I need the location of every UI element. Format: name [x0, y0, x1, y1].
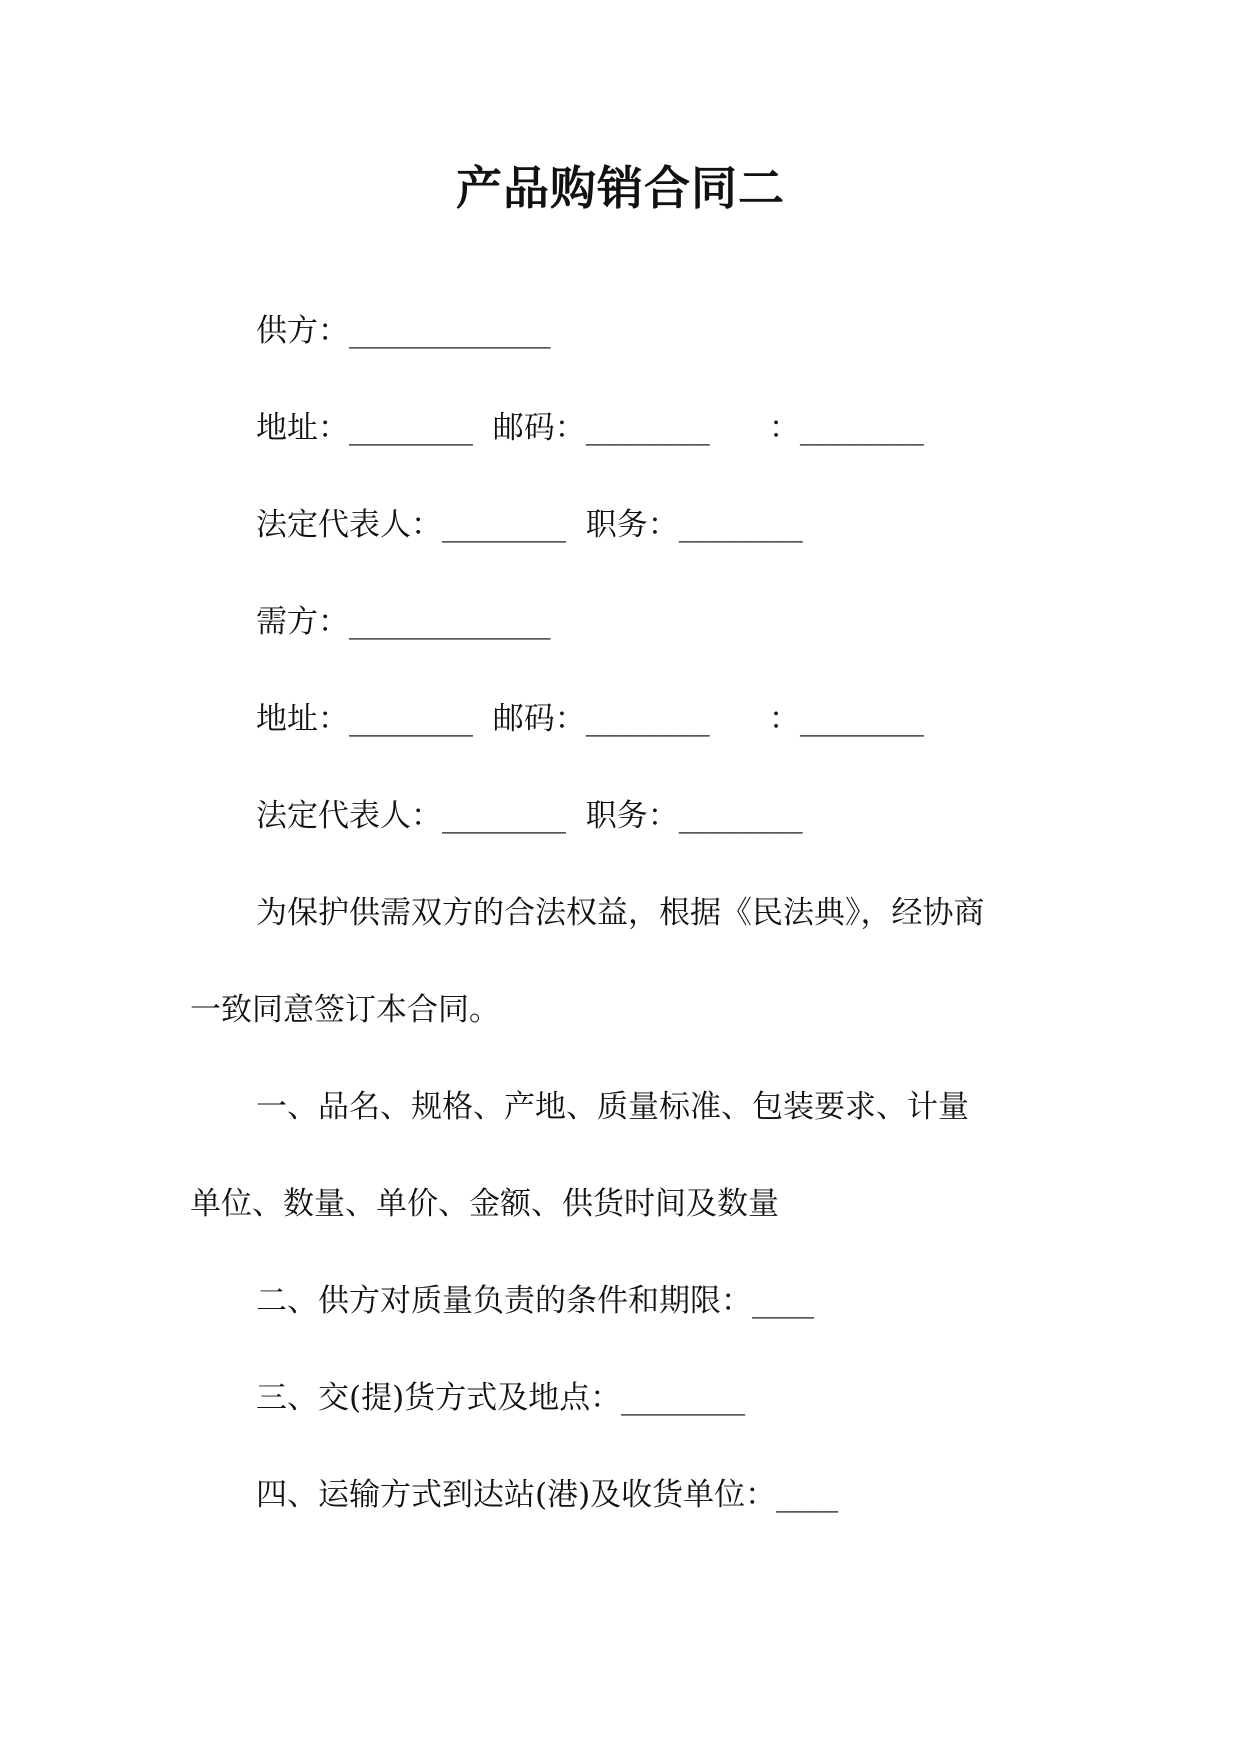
clause-3-line: 三、交(提)货方式及地点：________ — [256, 1380, 746, 1416]
document-title: 产品购销合同二 — [456, 161, 785, 215]
clause-1-line-1: 一、品名、规格、产地、质量标准、包装要求、计量 — [256, 1089, 969, 1125]
clause-4-line: 四、运输方式到达站(港)及收货单位：____ — [256, 1477, 839, 1513]
buyer-representative-line: 法定代表人：________ 职务：________ — [256, 798, 803, 834]
buyer-address-line: 地址：________ 邮码：________ ：________ — [256, 701, 924, 737]
supplier-representative-line: 法定代表人：________ 职务：________ — [256, 507, 803, 543]
supplier-address-line: 地址：________ 邮码：________ ：________ — [256, 410, 924, 446]
clause-1-line-2: 单位、数量、单价、金额、供货时间及数量 — [190, 1186, 779, 1222]
clause-2-line: 二、供方对质量负责的条件和期限：____ — [256, 1283, 814, 1319]
preamble-line-1: 为保护供需双方的合法权益，根据《民法典》，经协商 — [256, 895, 985, 931]
buyer-line: 需方：_____________ — [256, 604, 551, 640]
supplier-line: 供方：_____________ — [256, 313, 551, 349]
preamble-line-2: 一致同意签订本合同。 — [190, 992, 500, 1028]
